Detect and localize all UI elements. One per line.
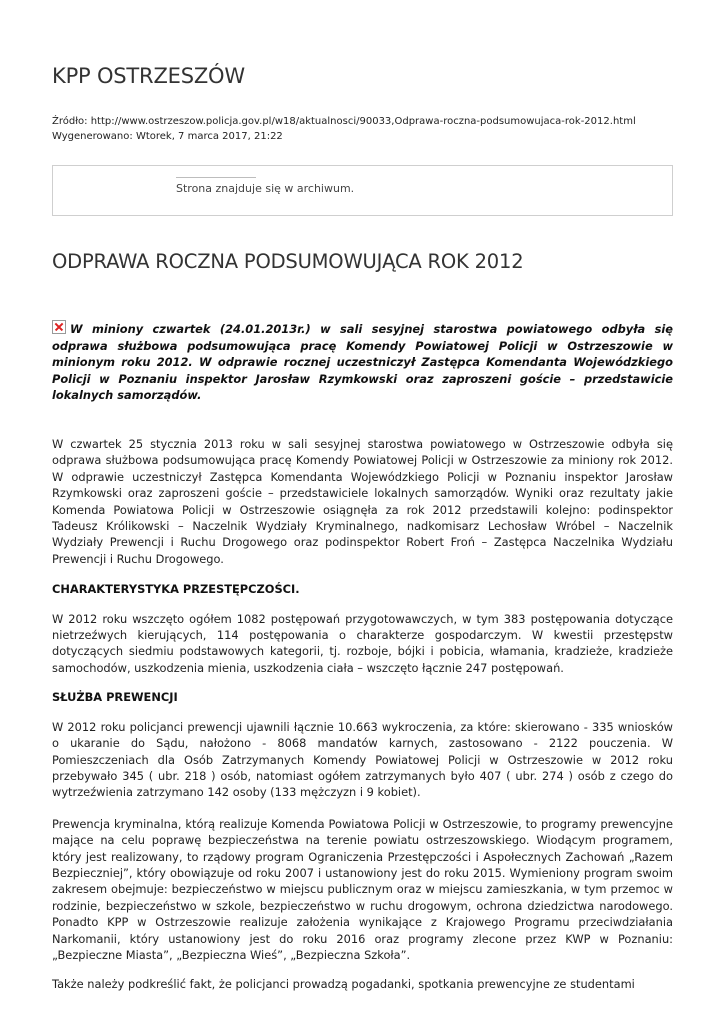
intro-paragraph: W czwartek 25 stycznia 2013 roku w sali sesyjnej starostwa powiatowego w Ostrzeszowie odbyła się odprawa służbowa podsumowująca pracę Komendy Powiatowej Policji w Ostrzeszowie za miniony rok 2012. W odprawie uczestniczył Zastępca Komendanta Wojewódzkiego Policji w Poznaniu inspektor Jarosław Rzymkowski oraz zaproszeni goście – przedstawiciele lokalnych samorządów. Wyniki oraz rezultaty jakie Komenda Powiatowa Policji w Ostrzeszowie osiągnęła za rok 2012 przedstawili kolejno: podinspektor Tadeusz Królikowski – Naczelnik Wydziały Kryminalnego, nadkomisarz Lechosław Wróbel – Naczelnik Wydziały Prewencji i Ruchu Drogowego oraz podinspektor Robert Froń – Zastępca Naczelnika Wydziału Prewencji i Ruchu Drogowego. [52, 437, 673, 566]
generated-date: Wygenerowano: Wtorek, 7 marca 2017, 21:22 [52, 130, 283, 142]
document-meta [52, 115, 636, 144]
lead-text: W miniony czwartek (24.01.2013r.) w sali sesyjnej starostwa powiatowego odbyła się odprawa służbowa podsumowująca pracę Komendy Powiatowej Policji w Ostrzeszowie w minionym roku 2012. W odprawie rocznej uczestniczył Zastępca Komendanta Wojewódzkiego Policji w Poznaniu inspektor Jarosław Rzymkowski oraz zaproszeni goście – przedstawicie lokalnych samorządów. [52, 322, 673, 402]
broken-image-icon [52, 320, 66, 334]
article-body [52, 436, 673, 993]
archive-notice: Strona znajduje się w archiwum. [176, 182, 355, 195]
site-title: KPP OSTRZESZÓW [52, 64, 245, 88]
archive-divider [176, 177, 256, 178]
source-url: Źródło: http://www.ostrzeszow.policja.gov.pl/w18/aktualnosci/90033,Odprawa-roczna-podsumowujaca-rok-2012.html [52, 116, 636, 127]
prevention-paragraph-3: Także należy podkreślić fakt, że policjanci prowadzą pogadanki, spotkania prewencyjne ze studentami [52, 977, 635, 992]
prevention-paragraph-2: Prewencja kryminalna, którą realizuje Komenda Powiatowa Policji w Ostrzeszowie, to programy prewencyjne mające na celu poprawę bezpieczeństwa na terenie powiatu ostrzeszowskiego. Wiodącym programem, który jest realizowany, to rządowy program Ograniczenia Przestępczości i Aspołecznych Zachowań „Razem Bezpieczniej”, który obowiązuje od roku 2007 i ustanowiony jest do roku 2015. Wymieniony program swoim zakresem obejmuje: bezpieczeństwo w miejscu publicznym oraz w miejscu zamieszkania, w tym przemoc w rodzinie, bezpieczeństwo w szkole, bezpieczeństwo w ruchu drogowym, ochrona dziedzictwa narodowego. Ponadto KPP w Ostrzeszowie realizuje założenia wynikające z Krajowego Programu przeciwdziałania Narkomanii, który ustanowiony jest do roku 2016 oraz programy zlecone przez KWP w Poznaniu: „Bezpieczne Miasta”, „Bezpieczna Wieś”, „Bezpieczna Szkoła”. [52, 816, 673, 962]
article-lead [52, 320, 673, 404]
archive-notice-box [52, 165, 673, 216]
section-heading-crime: CHARAKTERYSTYKA PRZESTĘPCZOŚCI. [52, 582, 300, 597]
article-title: ODPRAWA ROCZNA PODSUMOWUJĄCA ROK 2012 [52, 250, 524, 273]
crime-paragraph: W 2012 roku wszczęto ogółem 1082 postępowań przygotowawczych, w tym 383 postępowania dotyczące nietrzeźwych kierujących, 114 postępowania o charakterze gospodarczym. W kwestii przestępstw dotyczących siedmiu podstawowych kategorii, tj. rozboje, bójki i pobicia, włamania, kradzieże, kradzieże samochodów, uszkodzenia mienia, uszkodzenia ciała – wszczęto łącznie 247 postępowań. [52, 611, 673, 675]
section-heading-prevention: SŁUŻBA PREWENCJI [52, 690, 178, 705]
prevention-paragraph-1: W 2012 roku policjanci prewencji ujawnili łącznie 10.663 wykroczenia, za które: skierowano - 335 wniosków o ukaranie do Sądu, nałożono - 8068 mandatów karnych, zastosowano - 2122 pouczenia. W Pomieszczeniach dla Osób Zatrzymanych Komendy Powiatowej Policji w Ostrzeszowie w 2012 roku przebywało 345 ( ubr. 218 ) osób, natomiast ogółem zatrzymanych było 407 ( ubr. 274 ) osób z czego do wytrzeźwienia zatrzymano 142 osoby (133 mężczyzn i 9 kobiet). [52, 719, 673, 800]
